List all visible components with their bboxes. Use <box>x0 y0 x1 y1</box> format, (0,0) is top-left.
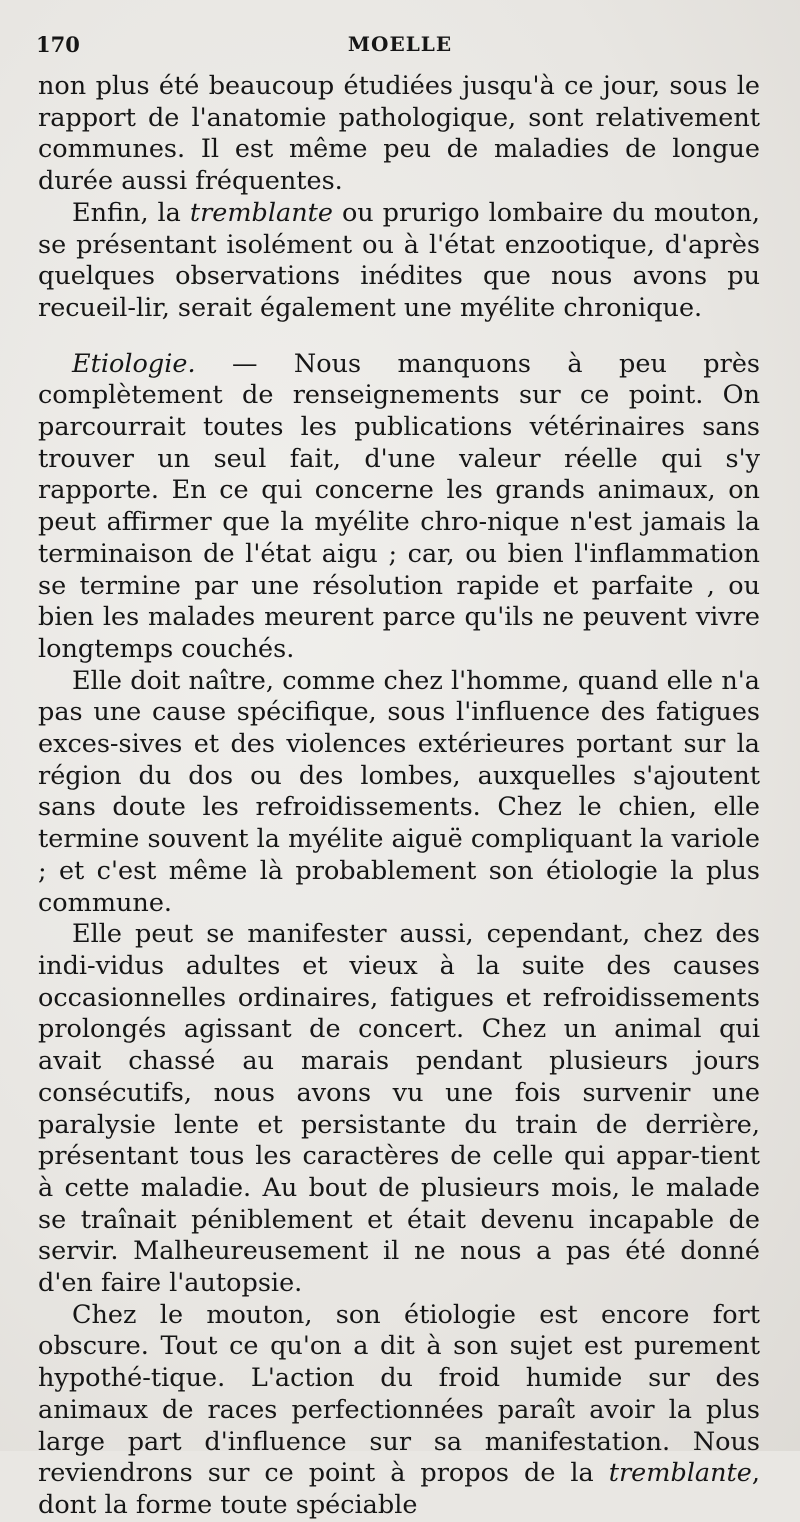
text-run: Elle doit naître, comme chez l'homme, quand elle n'a pas une cause spécifique, sous l'influence des fatigues exces-sives et des violences extérieures portant sur la région du dos ou des lombes, auxquelles s'ajoutent sans doute les refroidissements. Chez le chien, elle termine souvent la myélite aiguë compliquant la variole ; et c'est même là probablement son étiologie la plus commune. <box>38 665 761 918</box>
italic-term: tremblante <box>608 1458 752 1489</box>
paragraph-2 <box>38 198 760 325</box>
text-run: Enfin, la <box>72 197 190 228</box>
running-title: MOELLE <box>347 32 453 56</box>
paragraph-1 <box>38 71 760 198</box>
paragraph-4 <box>38 666 760 920</box>
text-run: , dont la forme toute spéciable <box>38 1458 760 1520</box>
page-header <box>36 32 764 62</box>
paragraph-6 <box>38 1300 760 1522</box>
italic-term: tremblante <box>189 197 333 228</box>
section-heading-etiologie: Etiologie. <box>72 348 196 379</box>
text-run: Elle peut se manifester aussi, cependant, chez des indi-vidus adultes et vieux à la suite des causes occasionnelles ordinaires, fatigues et refroidissements prolongés agissant de concert. Chez un animal qui avait chassé au marais pendant plusieurs jours consécutifs, nous avons vu une fois survenir une paralysie lente et persistante du train de derrière, présentant tous les caractères de celle qui appar-tient à cette maladie. Au bout de plusieurs mois, le malade se traînait péniblement et était devenu incapable de servir. Malheureusement il ne nous a pas été donné d'en faire l'autopsie. <box>38 919 760 1299</box>
text-run: — Nous manquons à peu près complètement de renseignements sur ce point. On parcourrait toutes les publications vétérinaires sans trouver un seul fait, d'une valeur réelle qui s'y rapporte. En ce qui concerne les grands animaux, on peut affirmer que la myélite chro-nique n'est jamais la terminaison de l'état aigu ; car, ou bien l'inflammation se termine par une résolution rapide et parfaite , ou bien les malades meurent parce qu'ils ne peuvent vivre longtemps couchés. <box>38 348 760 664</box>
text-run: ou prurigo lombaire du mouton, se présentant isolément ou à l'état enzootique, d'après quelques observations inédites que nous avons pu recueil-lir, serait également une myélite chronique. <box>38 197 760 323</box>
body-text <box>38 71 760 1522</box>
page-number: 170 <box>36 32 80 57</box>
paragraph-etiologie <box>38 349 760 666</box>
paragraph-5 <box>38 919 760 1299</box>
text-run: Chez le mouton, son étiologie est encore fort obscure. Tout ce qu'on a dit à son sujet est purement hypothé-tique. L'action du froid humide sur des animaux de races perfectionnées paraît avoir la plus large part d'influence sur sa manifestation. Nous reviendrons sur ce point à propos de la <box>38 1299 760 1489</box>
text-run: non plus été beaucoup étudiées jusqu'à ce jour, sous le rapport de l'anatomie pathologique, sont relativement communes. Il est même peu de maladies de longue durée aussi fréquentes. <box>38 71 760 197</box>
